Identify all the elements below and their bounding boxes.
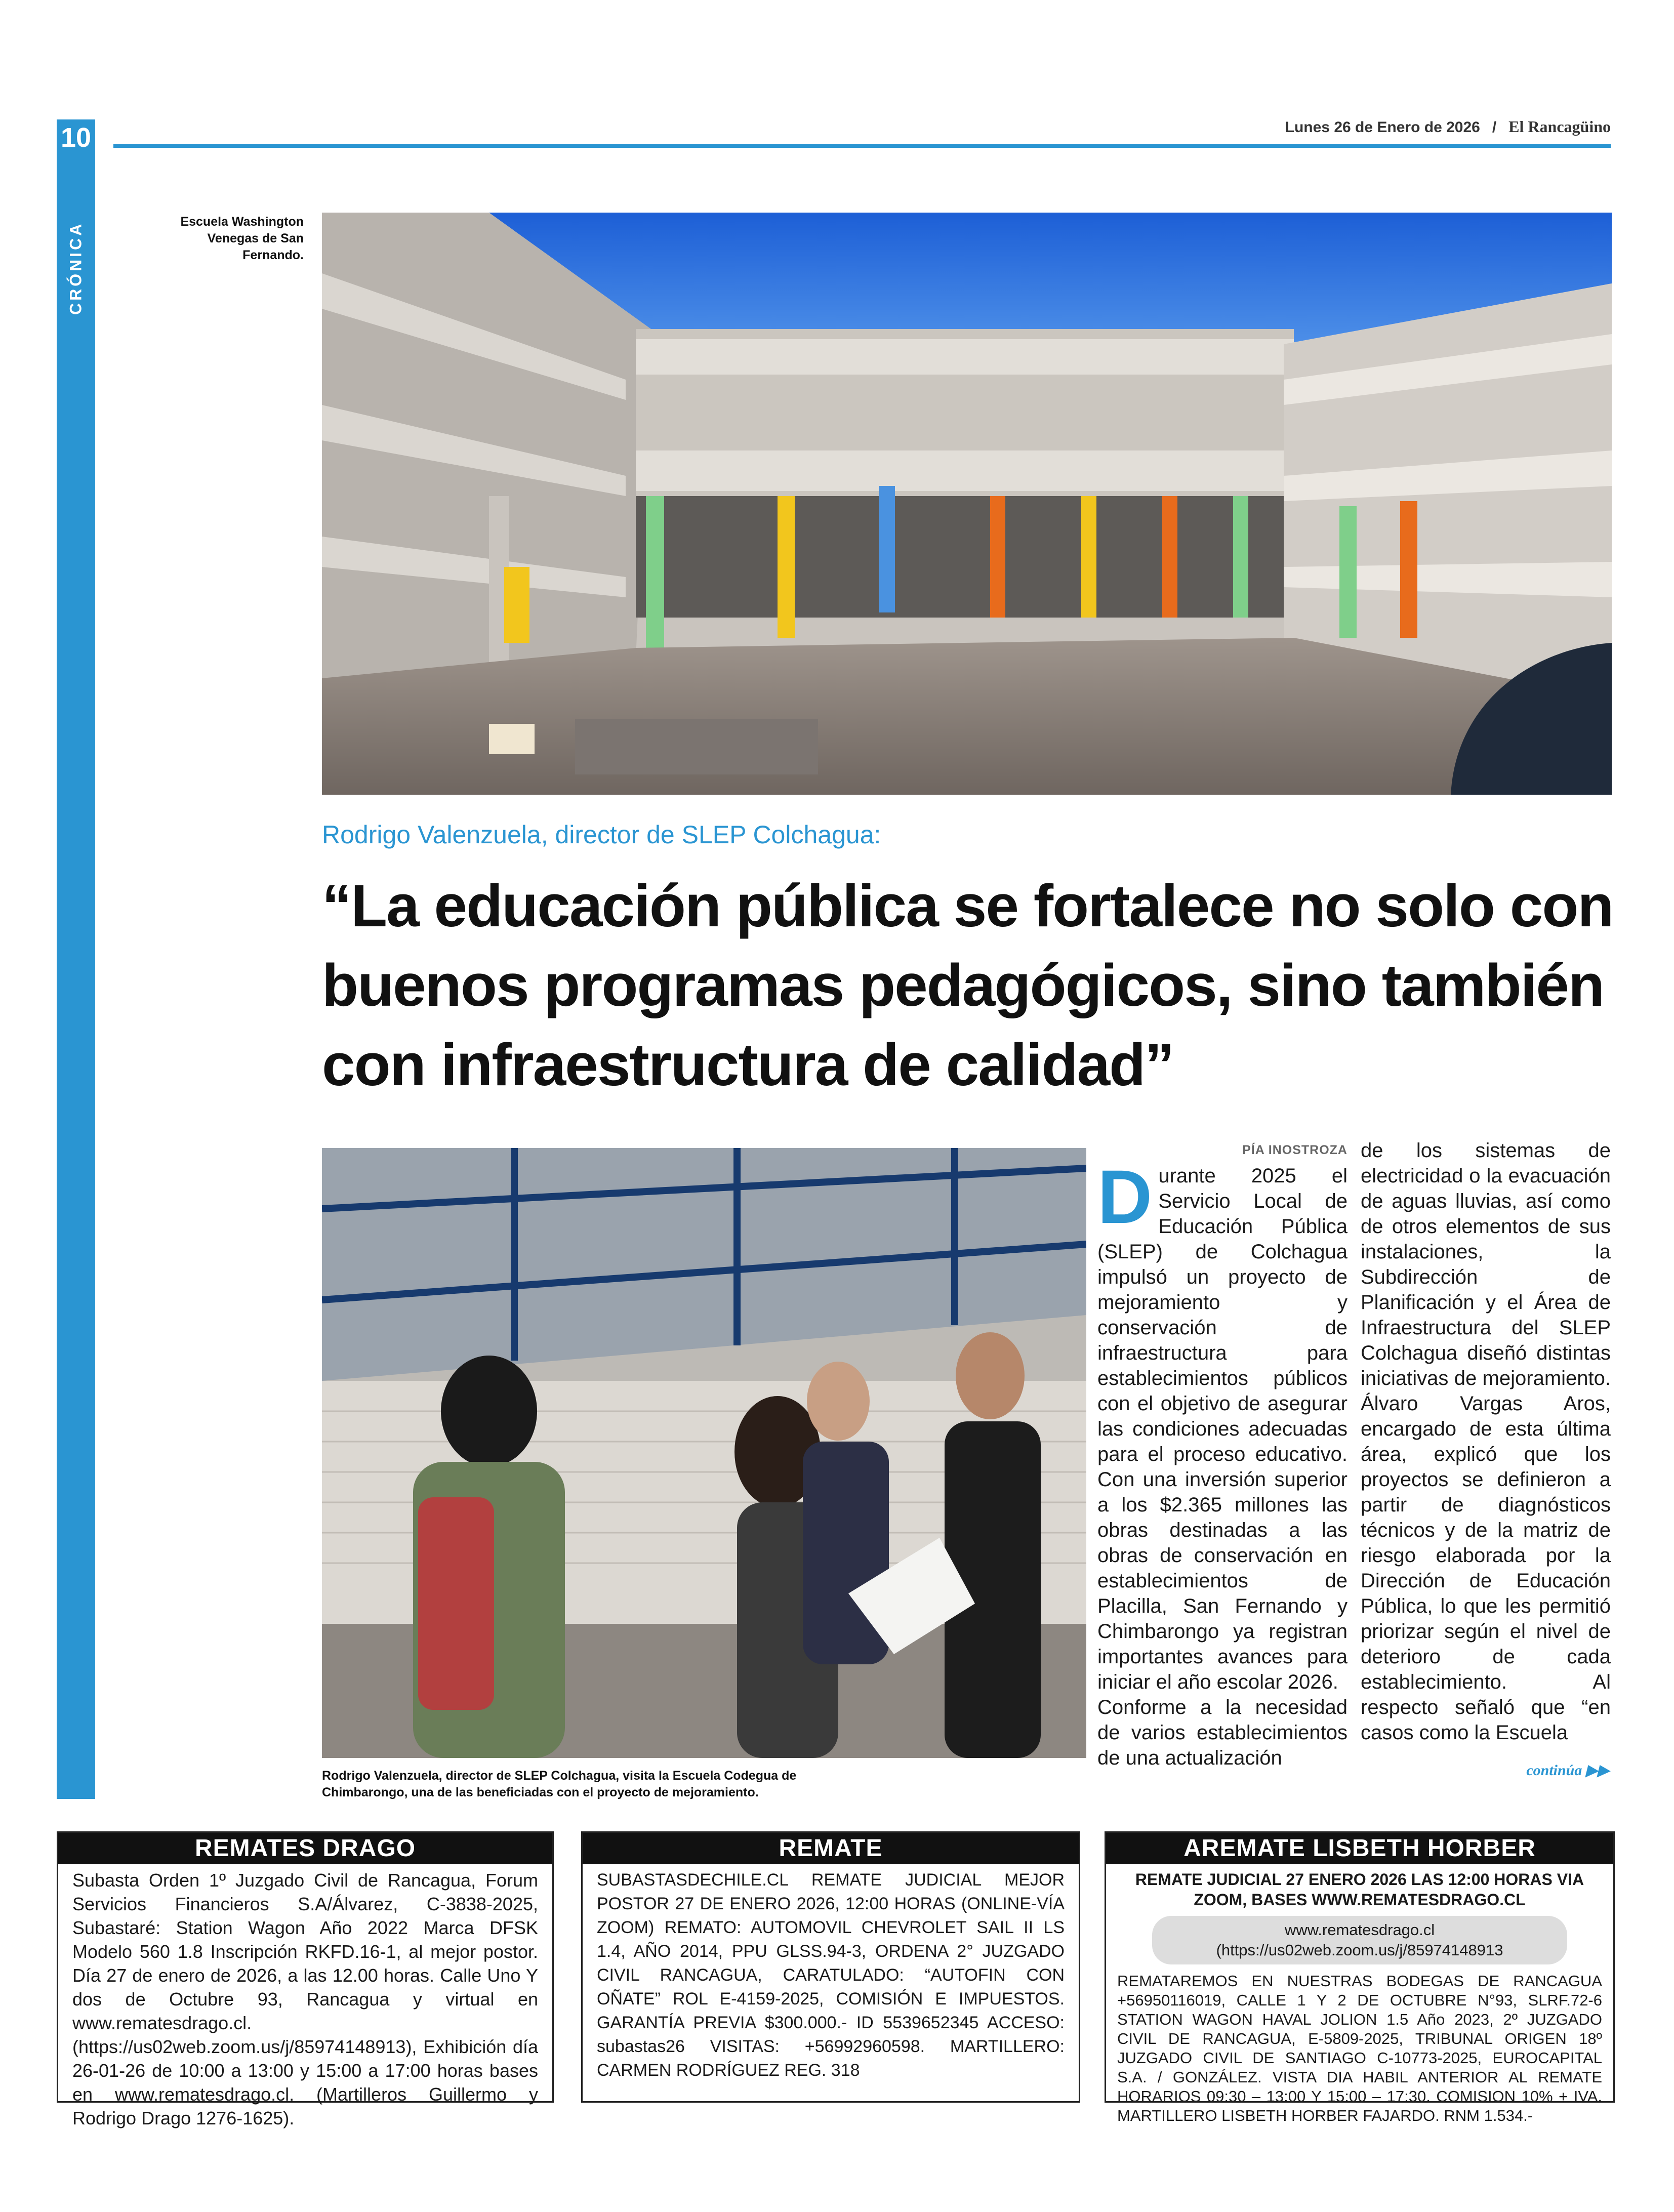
ad-body: SUBASTASDECHILE.CL REMATE JUDICIAL MEJOR POSTOR 27 DE ENERO 2026, 12:00 HORAS (ONLINE-VÍA ZOOM) REMATO: AUTOMOVIL CHEVROLET SAIL II LS 1.4, AÑO 2014, PPU GLSS.94-3, ORDENA 2° JUZGADO CIVIL RANCAGUA, CARATULADO: “AUTOFIN CON OÑATE” ROL E-4159-2025, COMISIÓN E IMPUESTOS. GARANTÍA PREVIA $300.000.- ID 5539652345 ACCESO: subastas26 VISITAS: +56992960598. MARTILLERO: CARMEN RODRÍGUEZ REG. 318 bbox=[597, 1870, 1065, 2080]
ad-title: REMATE bbox=[583, 1833, 1079, 1864]
ad-zoom-link[interactable]: (https://us02web.zoom.us/j/85974148913 bbox=[1216, 1941, 1503, 1959]
article-byline: PÍA INOSTROZA bbox=[1242, 1143, 1348, 1157]
article-column-1 bbox=[1097, 1154, 1348, 1771]
article-headline: “La educación pública se fortalece no solo con buenos programas pedagógicos, sino también con infraestructura de calidad” bbox=[322, 873, 1613, 1098]
article-kicker: Rodrigo Valenzuela, director de SLEP Colchagua: bbox=[322, 821, 881, 849]
ad-title: REMATES DRAGO bbox=[58, 1833, 552, 1864]
section-label: CRÓNICA bbox=[66, 221, 85, 315]
header-info bbox=[1285, 117, 1611, 136]
top-photo-caption: Escuela Washington Venegas de San Fernando. bbox=[180, 215, 304, 262]
ad-title: AREMATE LISBETH HORBER bbox=[1106, 1833, 1613, 1864]
top-photo-school-building bbox=[322, 213, 1612, 795]
ad-remates-drago bbox=[57, 1831, 554, 2128]
ad-headline: REMATE JUDICIAL 27 ENERO 2026 LAS 12:00 HORAS VIA ZOOM, BASES WWW.REMATESDRAGO.CL bbox=[1135, 1870, 1584, 1909]
article-col1-text: urante 2025 el Servicio Local de Educación Pública (SLEP) de Colchagua impulsó un proyecto de mejoramiento y conservación de infraestructura para establecimientos públicos con el objetivo de asegurar las condiciones adecuadas para el proceso educativo. Con una inversión superior a los $2.365 millones las obras destinadas a las obras de conservación en establecimientos de Placilla, San Fernando y Chimbarongo ya registran importantes avances para iniciar el año escolar 2026. bbox=[1097, 1165, 1348, 1693]
ad-aremate-lisbeth-horber bbox=[1105, 1831, 1615, 2124]
page-number: 10 bbox=[57, 119, 95, 156]
article-column-2 bbox=[1361, 1138, 1611, 1745]
ad-body: REMATAREMOS EN NUESTRAS BODEGAS DE RANCAGUA +56950116019, CALLE 1 Y 2 DE OCTUBRE N°93, SLRF.72-6 STATION WAGON HAVAL JOLION 1.5 Año 2023, 2º JUZGADO CIVIL DE RANCAGUA, E-5809-2025, TRIBUNAL ORIGEN 18º JUZGADO CIVIL DE SANTIAGO C-10773-2025, EUROCAPITAL S.A. / GONZÁLEZ. VISTA DIA HABIL ANTERIOR AL REMATE HORARIOS 09:30 – 13:00 Y 15:00 – 17:30. COMISION 10% + IVA. MARTILLERO LISBETH HORBER FAJARDO. RNM 1.534.- bbox=[1117, 1972, 1602, 2124]
continues-link[interactable]: continúa ▶▶ bbox=[1526, 1762, 1609, 1779]
header-separator: / bbox=[1492, 119, 1497, 136]
newspaper-name: El Rancagüino bbox=[1508, 117, 1611, 136]
ad-links-pill bbox=[1152, 1916, 1567, 1964]
section-sidebar-bar bbox=[57, 156, 95, 1799]
ad-website-link[interactable]: www.rematesdrago.cl bbox=[1284, 1921, 1435, 1939]
ad-body: Subasta Orden 1º Juzgado Civil de Rancagua, Forum Servicios Financieros S.A/Álvarez, C-3838-2025, Subastaré: Station Wagon Año 2022 Marca DFSK Modelo 560 1.8 Inscripción RKFD.16-1, al mejor postor. Día 27 de enero de 2026, a las 12.00 horas. Calle Uno Y dos de Octubre 93, Rancagua y virtual en www.rematesdrago.cl. (https://us02web.zoom.us/j/85974148913), Exhibición día 26-01-26 de 10:00 a 13:00 y 15:00 a 17:00 horas bases en www.rematesdrago.cl. (Martilleros Guillermo y Rodrigo Drago 1276-1625). bbox=[72, 1870, 538, 2128]
bottom-photo-caption: Rodrigo Valenzuela, director de SLEP Colchagua, visita la Escuela Codegua de Chimbarongo, una de las beneficiadas con el proyecto de mejoramiento. bbox=[322, 1769, 797, 1799]
issue-date: Lunes 26 de Enero de 2026 bbox=[1285, 119, 1480, 136]
drop-cap: D bbox=[1097, 1154, 1153, 1239]
article-col2-text: de los sistemas de electricidad o la evacuación de aguas lluvias, así como de otros elementos de sus instalaciones, la Subdirección de Planificación y el Área de Infraestructura del SLEP Colchagua diseñó distintas iniciativas de mejoramiento. Álvaro Vargas Aros, encargado de esta última área, explicó que los proyectos se definieron a partir de diagnósticos técnicos y de la matriz de riesgo elaborada por la Dirección de Educación Pública, lo que les permitió priorizar según el nivel de deterioro de cada establecimiento. Al respecto señaló que “en casos como la Escuela bbox=[1361, 1139, 1611, 1744]
header-rule bbox=[113, 144, 1611, 148]
bottom-photo-school-visit bbox=[322, 1148, 1086, 1758]
article-col1-text-2: Conforme a la necesidad de varios establecimientos de una actualización bbox=[1097, 1696, 1348, 1769]
ad-remate bbox=[581, 1831, 1080, 2103]
